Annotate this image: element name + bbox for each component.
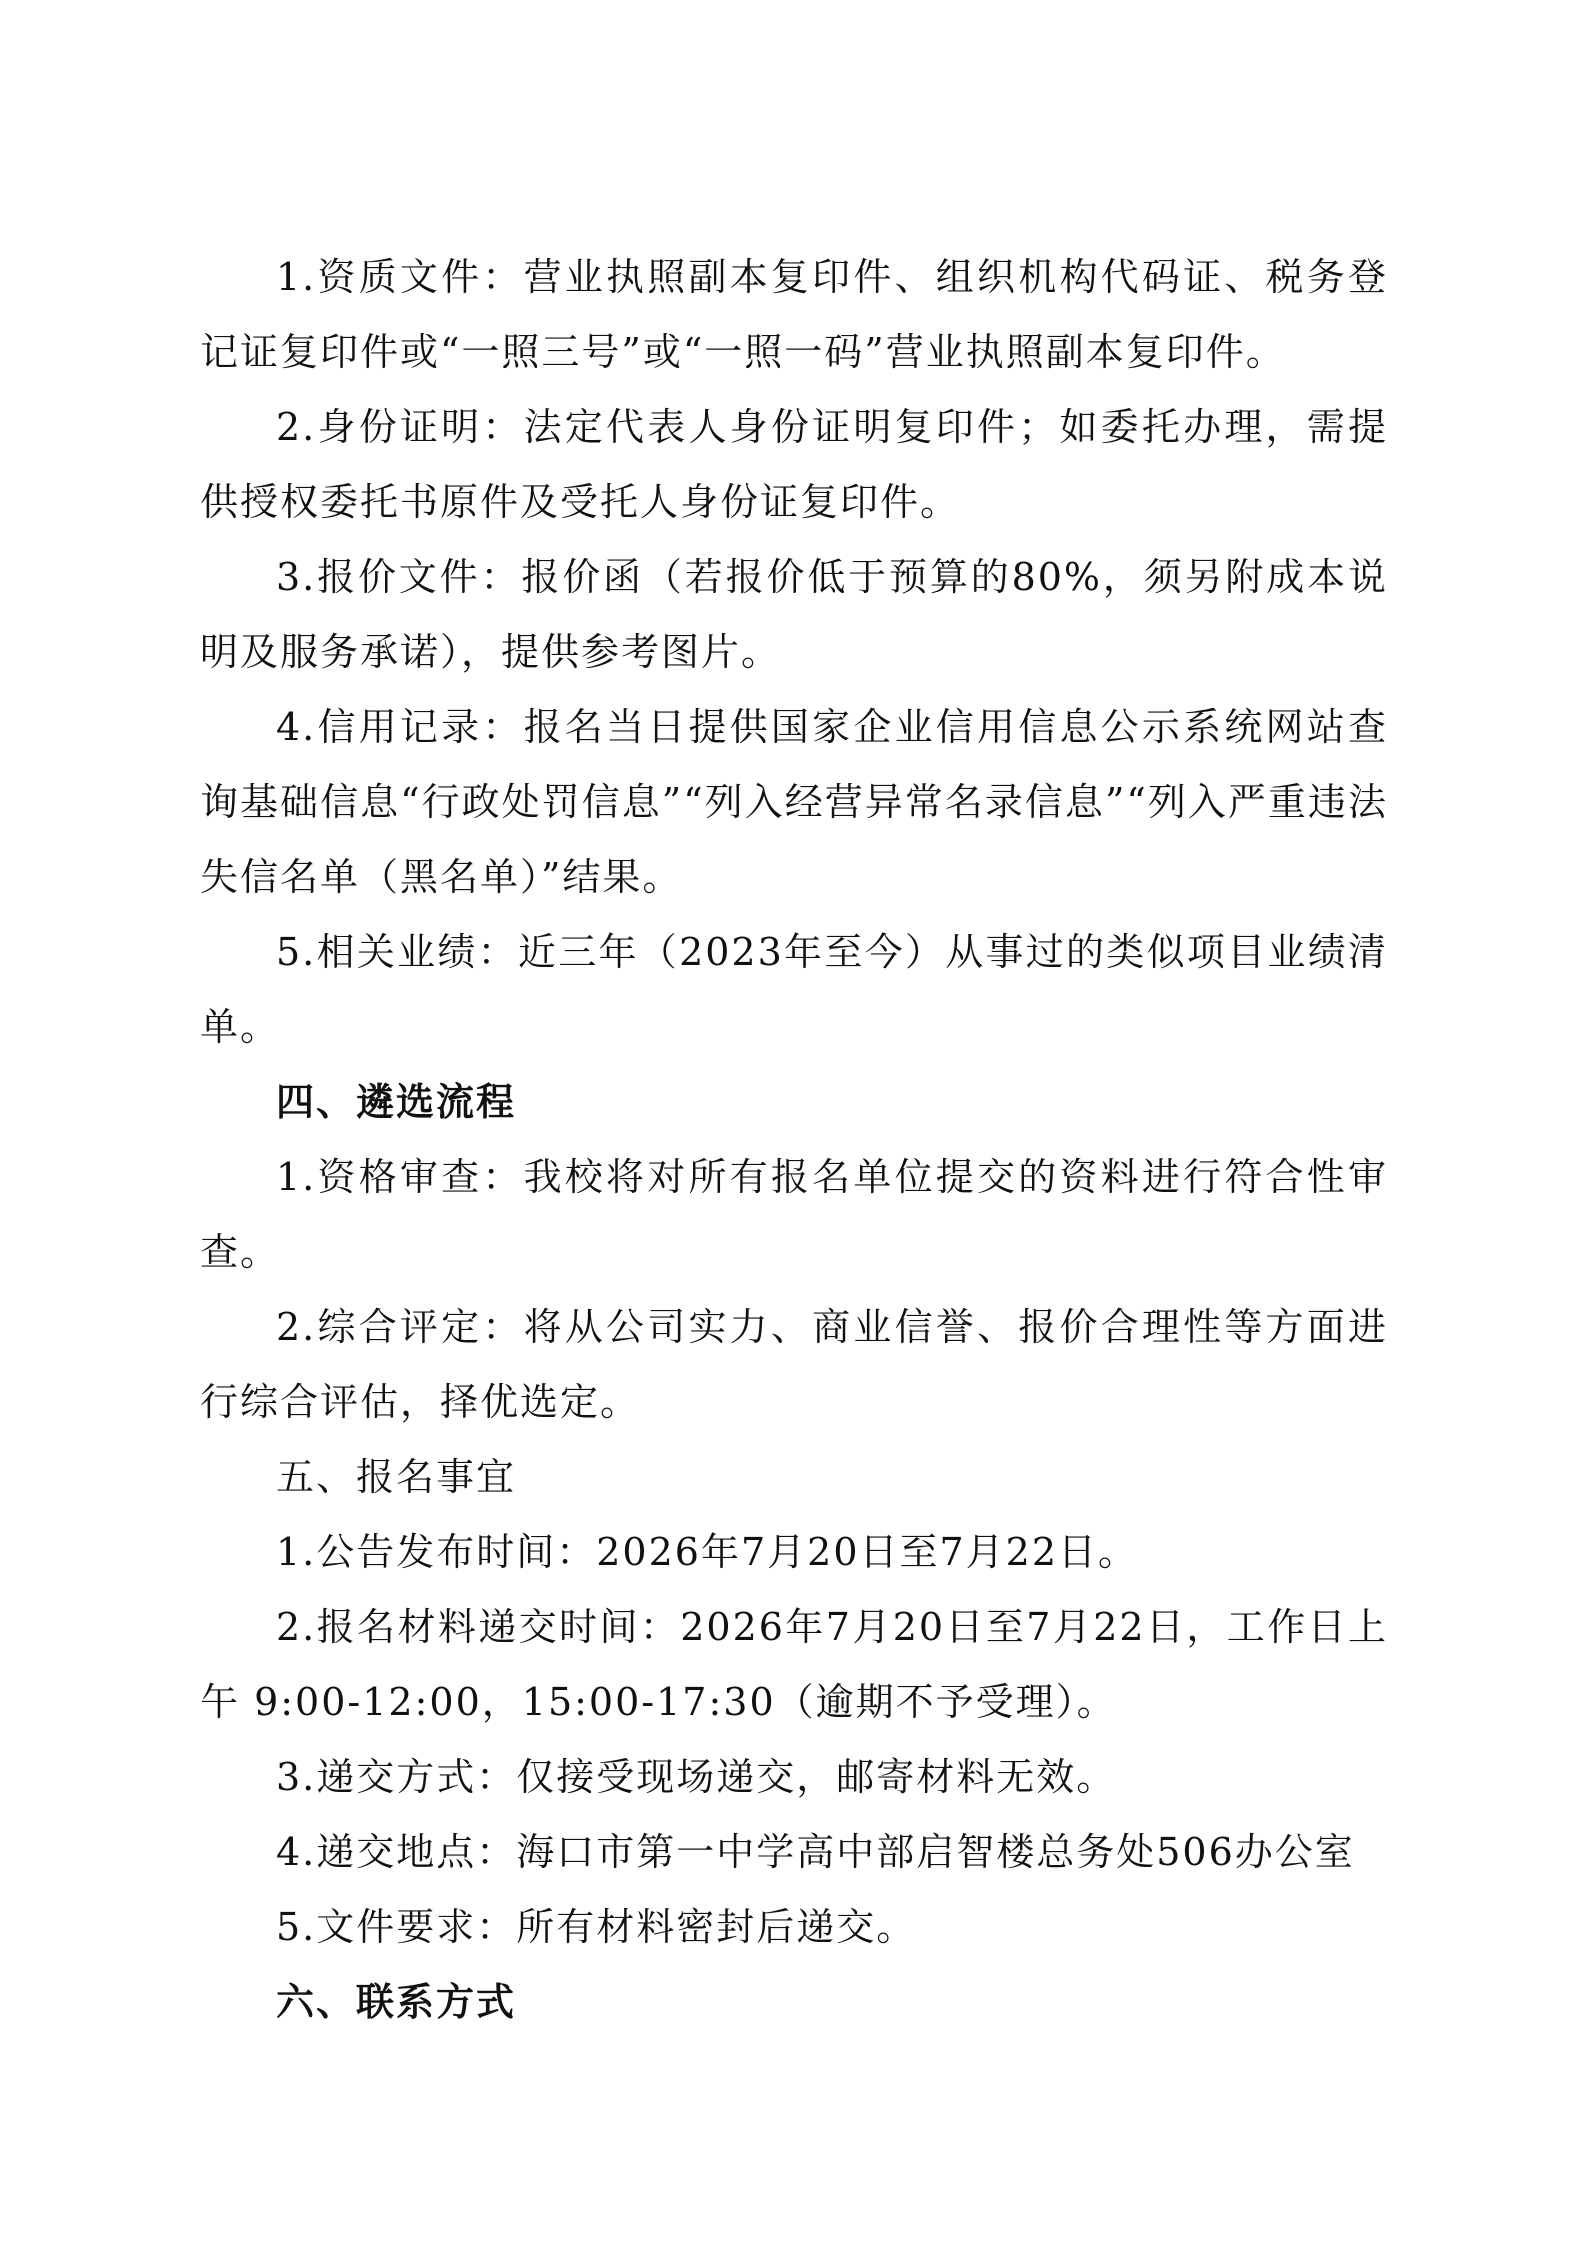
submission-method-item: 3.递交方式：仅接受现场递交，邮寄材料无效。 xyxy=(276,1755,1117,1799)
submission-location-item: 4.递交地点：海口市第一中学高中部启智楼总务处506办公室 xyxy=(276,1830,1355,1874)
section-heading-registration: 五、报名事宜 xyxy=(276,1455,517,1499)
quotation-item: 3.报价文件：报价函（若报价低于预算的80%，须另附成本说明及服务承诺），提供参考图片。 xyxy=(200,555,1388,674)
document-body xyxy=(200,240,1388,2040)
qualification-review-item: 1.资格审查：我校将对所有报名单位提交的资料进行符合性审查。 xyxy=(200,1155,1388,1274)
comprehensive-evaluation-item: 2.综合评定：将从公司实力、商业信誉、报价合理性等方面进行综合评估，择优选定。 xyxy=(200,1305,1388,1424)
credit-record-item: 4.信用记录：报名当日提供国家企业信用信息公示系统网站查询基础信息“行政处罚信息”“列入经营异常名录信息”“列入严重违法失信名单（黑名单）”结果。 xyxy=(200,705,1388,899)
submission-time-item: 2.报名材料递交时间：2026年7月20日至7月22日，工作日上午 9:00-12:00，15:00-17:30（逾期不予受理）。 xyxy=(200,1605,1388,1724)
performance-item: 5.相关业绩：近三年（2023年至今）从事过的类似项目业绩清单。 xyxy=(200,930,1388,1049)
section-heading-contact: 六、联系方式 xyxy=(276,1980,517,2024)
identity-item: 2.身份证明：法定代表人身份证明复印件；如委托办理，需提供授权委托书原件及受托人身份证复印件。 xyxy=(200,405,1388,524)
announcement-time-item: 1.公告发布时间：2026年7月20日至7月22日。 xyxy=(276,1530,1139,1574)
document-requirement-item: 5.文件要求：所有材料密封后递交。 xyxy=(276,1905,917,1949)
qualification-item: 1.资质文件：营业执照副本复印件、组织机构代码证、税务登记证复印件或“一照三号”或“一照一码”营业执照副本复印件。 xyxy=(200,255,1388,374)
section-heading-selection-process: 四、遴选流程 xyxy=(276,1080,517,1124)
